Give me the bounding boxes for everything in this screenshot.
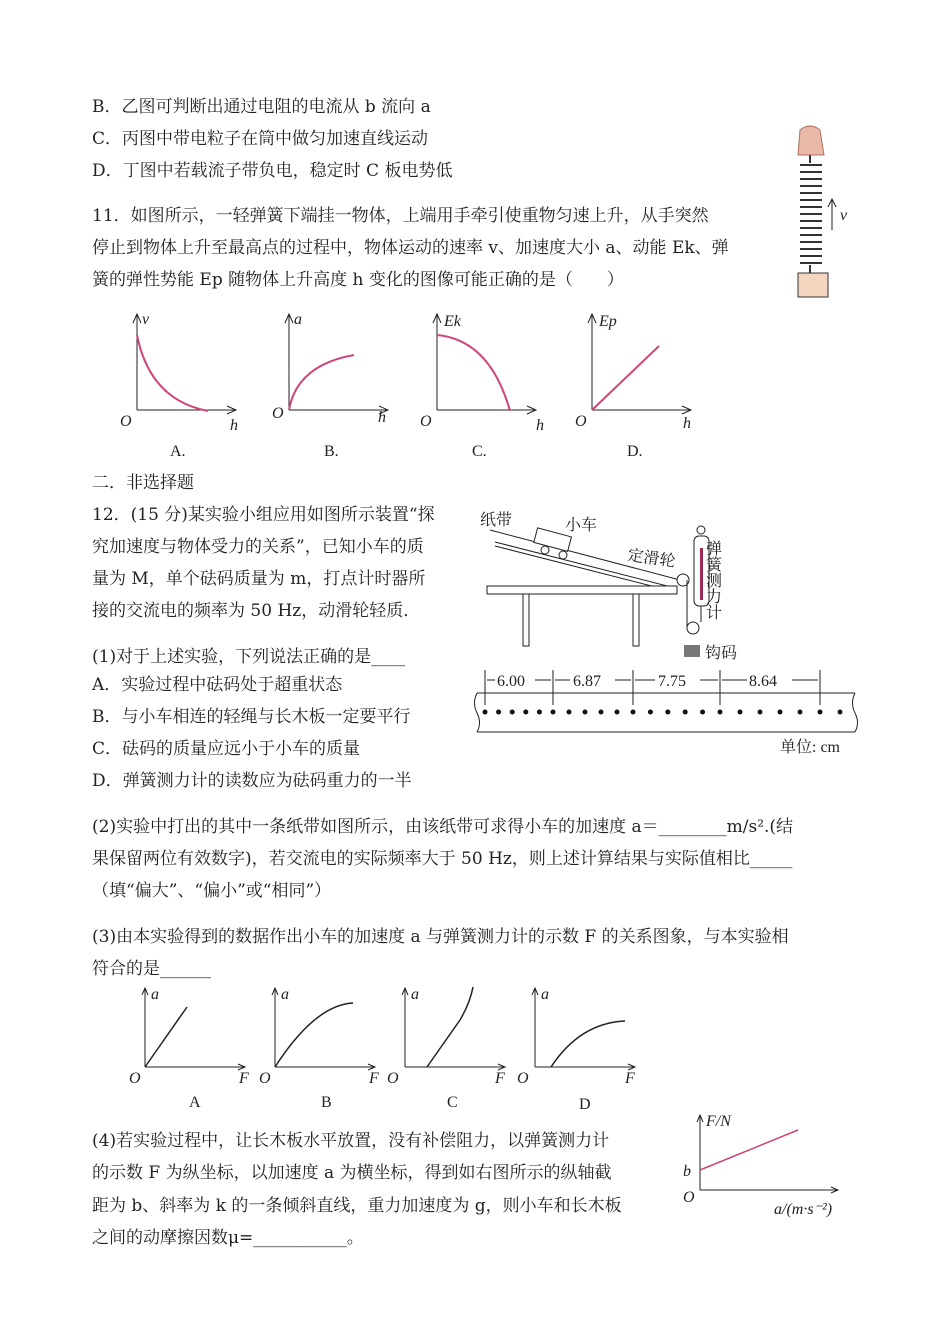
apparatus-figure — [475, 500, 865, 765]
svg-text:O: O — [575, 413, 587, 430]
svg-text:D.: D. — [627, 443, 643, 460]
svg-text:F: F — [239, 1070, 249, 1087]
tape-dot — [818, 710, 823, 715]
svg-text:F: F — [369, 1070, 379, 1087]
q11-line: 11．如图所示，一轻弹簧下端挂一物体，上端用手牵引使重物匀速上升，从手突然 — [92, 206, 709, 226]
q12-p2-line: (2)实验中打出的其中一条纸带如图所示，由该纸带可求得小车的加速度 a＝________m/s².(结 — [92, 817, 794, 837]
tape-dot — [718, 710, 723, 715]
q12-p1-option-b: B．与小车相连的轻绳与长木板一定要平行 — [92, 707, 411, 727]
svg-text:B.: B. — [324, 443, 339, 460]
svg-text:定滑轮: 定滑轮 — [626, 547, 677, 571]
tape-dot — [700, 710, 705, 715]
tape-dot — [838, 710, 843, 715]
svg-text:B: B — [321, 1094, 332, 1111]
svg-text:F: F — [495, 1070, 505, 1087]
q12-p4-line: 之间的动摩擦因数μ=___________。 — [92, 1228, 364, 1248]
svg-text:C: C — [447, 1094, 458, 1111]
q12-p3-line: 符合的是______ — [92, 959, 211, 979]
q12-p1-option-a: A．实验过程中砝码处于超重状态 — [92, 675, 343, 695]
graph-b — [262, 310, 402, 460]
q12-line: 量为 M，单个砝码质量为 m，打点计时器所 — [92, 569, 426, 589]
tape-dot — [738, 710, 743, 715]
tape-dot — [758, 710, 763, 715]
svg-text:h: h — [230, 417, 238, 434]
tape-dot — [683, 710, 688, 715]
q12-p4-line: 距为 b、斜率为 k 的一条倾斜直线，重力加速度为 g，则小车和长木板 — [92, 1196, 622, 1216]
q12-p2-line: （填“偏大”、“偏小”或“相同”） — [92, 881, 332, 901]
tape-dot — [599, 710, 604, 715]
svg-text:a: a — [541, 986, 549, 1003]
tape-dot — [615, 710, 620, 715]
svg-text:a: a — [411, 986, 419, 1003]
q11-line: 停止到物体上升至最高点的过程中，物体运动的速率 v、加速度大小 a、动能 Ek、弹 — [92, 238, 729, 258]
section-heading: 二．非选择题 — [92, 473, 194, 493]
svg-text:O: O — [517, 1070, 529, 1087]
svg-text:v: v — [142, 311, 150, 328]
af-graph-b — [255, 985, 385, 1115]
svg-text:6.00: 6.00 — [497, 673, 525, 690]
tape-dot — [665, 710, 670, 715]
tape-dot — [537, 710, 542, 715]
svg-text:O: O — [259, 1070, 271, 1087]
svg-text:h: h — [378, 409, 386, 426]
q12-p1-question: (1)对于上述实验，下列说法正确的是____ — [92, 647, 406, 667]
tape-dot — [510, 710, 515, 715]
velocity-label: v — [840, 207, 848, 224]
svg-text:a: a — [294, 311, 302, 328]
svg-text:h: h — [536, 417, 544, 434]
q12-p1-option-d: D．弹簧测力计的读数应为砝码重力的一半 — [92, 771, 412, 791]
q10-option-b: B．乙图可判断出通过电阻的电流从 b 流向 a — [92, 97, 431, 117]
svg-text:O: O — [387, 1070, 399, 1087]
q12-line: 12．(15 分)某实验小组应用如图所示装置“探 — [92, 505, 435, 525]
svg-text:F: F — [625, 1070, 635, 1087]
svg-text:D: D — [579, 1096, 591, 1113]
tape-dot — [798, 710, 803, 715]
tape-dot — [496, 710, 501, 715]
tape-dot — [778, 710, 783, 715]
svg-text:O: O — [272, 405, 284, 422]
svg-text:a: a — [281, 986, 289, 1003]
svg-text:8.64: 8.64 — [749, 673, 777, 690]
q12-p1-option-c: C．砝码的质量应远小于小车的质量 — [92, 739, 361, 759]
q12-line: 接的交流电的频率为 50 Hz，动滑轮轻质． — [92, 601, 421, 621]
svg-text:7.75: 7.75 — [658, 673, 686, 690]
q12-p4-line: (4)若实验过程中，让长木板水平放置，没有补偿阻力，以弹簧测力计 — [92, 1131, 610, 1151]
svg-text:b: b — [683, 1163, 691, 1180]
svg-text:Ek: Ek — [444, 313, 461, 330]
graph-c — [410, 310, 550, 460]
tape-dot — [551, 710, 556, 715]
af-graph-a — [125, 985, 255, 1115]
svg-text:h: h — [683, 415, 691, 432]
svg-text:6.87: 6.87 — [573, 673, 601, 690]
svg-text:Ep: Ep — [599, 313, 617, 330]
svg-text:C.: C. — [472, 443, 487, 460]
tape-dot — [567, 710, 572, 715]
af-graph-d — [515, 985, 645, 1115]
svg-text:O: O — [129, 1070, 141, 1087]
q12-p4-line: 的示数 F 为纵坐标，以加速度 a 为横坐标，得到如右图所示的纵轴截 — [92, 1163, 612, 1183]
svg-text:a: a — [151, 986, 159, 1003]
svg-text:A: A — [189, 1094, 201, 1111]
svg-text:O: O — [420, 413, 432, 430]
spring-figure — [790, 125, 850, 305]
q12-p3-line: (3)由本实验得到的数据作出小车的加速度 a 与弹簧测力计的示数 F 的关系图象，与本实验相 — [92, 927, 789, 947]
tape-dot — [648, 710, 653, 715]
svg-text:纸带: 纸带 — [480, 512, 513, 529]
svg-text:F/N: F/N — [706, 1113, 731, 1130]
q10-option-c: C．丙图中带电粒子在筒中做匀加速直线运动 — [92, 129, 429, 149]
af-graph-c — [385, 985, 515, 1115]
q12-p2-line: 果保留两位有效数字)，若交流电的实际频率大于 50 Hz，则上述计算结果与实际值相比_____ — [92, 849, 793, 869]
q10-option-d: D．丁图中若载流子带负电，稳定时 C 板电势低 — [92, 161, 453, 181]
tape-dot — [523, 710, 528, 715]
tape-dot — [583, 710, 588, 715]
tape-dot — [483, 710, 488, 715]
tape-dot — [631, 710, 636, 715]
svg-text:A.: A. — [170, 443, 186, 460]
graph-a — [110, 310, 250, 460]
q12-line: 究加速度与物体受力的关系”，已知小车的质 — [92, 537, 424, 557]
fa-graph — [678, 1110, 858, 1220]
svg-text:钩码: 钩码 — [705, 645, 738, 662]
svg-text:单位: cm: 单位: cm — [780, 739, 840, 756]
svg-text:O: O — [683, 1189, 695, 1206]
svg-text:小车: 小车 — [565, 517, 598, 534]
q11-line: 簧的弹性势能 Ep 随物体上升高度 h 变化的图像可能正确的是（ ） — [92, 270, 624, 290]
graph-d — [565, 310, 705, 460]
svg-text:a/(m·s⁻²): a/(m·s⁻²) — [774, 1201, 833, 1218]
svg-text:弹簧测力计: 弹簧测力计 — [703, 540, 721, 620]
svg-text:O: O — [120, 413, 132, 430]
